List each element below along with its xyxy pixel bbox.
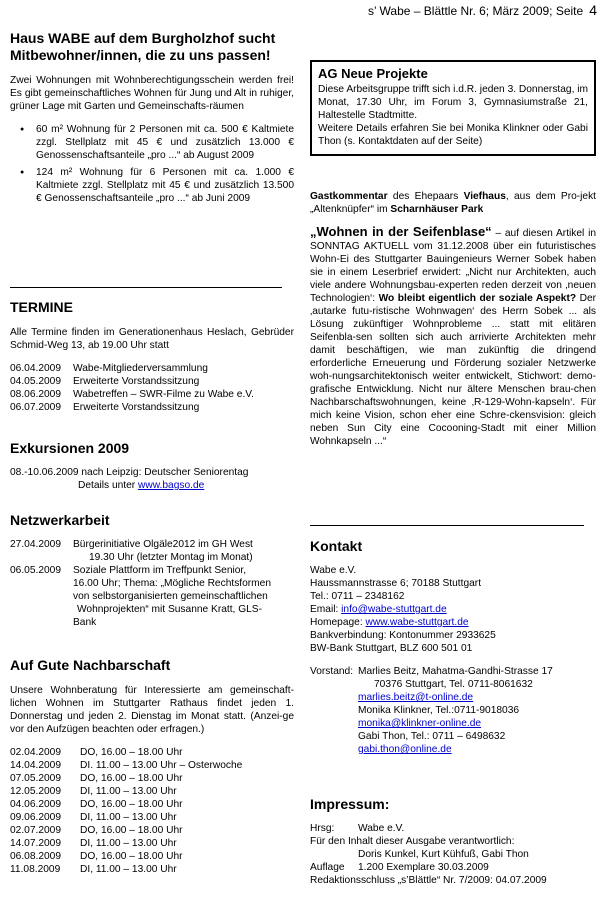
gast-intro: Gastkommentar des Ehepaars Viefhaus, aus dem Pro-jekt „Altenknüpfer“ im Scharnhäuser Park [310, 191, 596, 215]
gast-title: „Wohnen in der Seifenblase“ [310, 224, 492, 239]
list-item: 06.04.2009 Wabe-Mitgliederversammlung [10, 363, 208, 374]
nachbarschaft-section [10, 657, 294, 876]
list-item: 04.06.2009 DO, 16.00 – 18.00 Uhr [10, 799, 183, 810]
header-text: s’ Wabe – Blättle Nr. 6; März 2009; Seite [367, 4, 584, 18]
list-item: 14.04.2009 DI. 11.00 – 13.00 Uhr – Osterwoche [10, 760, 243, 771]
email-link[interactable]: marlies.beitz@t-online.de [358, 692, 474, 703]
netzwerk-title: Netzwerkarbeit [10, 512, 110, 528]
kontakt-title: Kontakt [310, 538, 363, 554]
page-header [368, 4, 597, 18]
wabe-intro: Zwei Wohnungen mit Wohnberechtigungsschein werden frei! Es gibt gemeinschaftliches Wohnen für Jung und Alt in ruhiger, grüner Lage mit Garten und Gemeinschafts-räumen [10, 75, 294, 112]
termine-list [10, 362, 294, 414]
wabe-section [10, 30, 294, 205]
netzwerk-section [10, 512, 294, 629]
list-item: 02.07.2009 DO, 16.00 – 18.00 Uhr [10, 825, 183, 836]
nachbarschaft-list [10, 746, 294, 876]
vorstand-label: Vorstand: [310, 666, 354, 677]
ag-text: Diese Arbeitsgruppe trifft sich i.d.R. jeden 3. Donnerstag, im Monat, 17.30 Uhr, im Forum 3, Gymnasiumstraße 21, Haltestelle Stadtmitte. [318, 84, 588, 121]
list-item: 07.05.2009 DO, 16.00 – 18.00 Uhr [10, 773, 183, 784]
list-item: 02.04.2009 DO, 16.00 – 18.00 Uhr [10, 747, 183, 758]
list-item: 11.08.2009 DI, 11.00 – 13.00 Uhr [10, 864, 177, 875]
vorstand-block: Vorstand: Marlies Beitz, Mahatma-Gandhi-Strasse 17 70376 Stuttgart, Tel. 0711-8061632 marlies.beitz@t-online.de Monika Klinkner, Tel.:0711-9018036 monika@klinkner-online.de Gabi Thon, Tel.: 0711 – 6498632 gabi.thon@online.de [310, 666, 553, 755]
termine-title: TERMINE [10, 299, 73, 315]
list-item: 06.08.2009 DO, 16.00 – 18.00 Uhr [10, 851, 183, 862]
list-item: 06.07.2009 Erweiterte Vorstandssitzung [10, 402, 200, 413]
netzwerk-list [10, 538, 294, 629]
list-item: ● 60 m² Wohnung für 2 Personen mit ca. 500 € Kaltmiete zzgl. Stellplatz mit 45 € und zusätzlich 13.000 € Genossenschaftsanteile „pro ...“ ab August 2009 [36, 123, 294, 162]
email-link[interactable]: info@wabe-stuttgart.de [341, 604, 447, 615]
impressum-section: Impressum: Hrsg: Wabe e.V. Für den Inhalt dieser Ausgabe verantwortlich: Doris Kunkel, Kurt Kühfuß, Gabi Thon Auflage 1.200 Exemplare 30.03.2009 Redaktionsschluss „s’Blättle“ Nr. 7/2009: 04.07.2009 [310, 796, 596, 887]
email-link[interactable]: gabi.thon@online.de [358, 744, 452, 755]
exkursionen-details: Details unter www.bagso.de [78, 480, 205, 491]
exkursionen-section [10, 440, 294, 492]
list-item: 14.07.2009 DI, 11.00 – 13.00 Uhr [10, 838, 177, 849]
termine-section [10, 299, 294, 414]
gast-section [310, 190, 596, 448]
list-item: 12.05.2009 DI, 11.00 – 13.00 Uhr [10, 786, 177, 797]
page-number: 4 [589, 2, 597, 18]
list-item: 06.05.2009 Soziale Plattform im Treffpunkt Senior, 16.00 Uhr; Thema: „Mögliche Rechtsformen von selbstorganisierten gemeinschaftlichen Wohnprojekten“ mit Susanne Kratt, GLS- Bank [10, 565, 271, 628]
wabe-list [10, 123, 294, 205]
homepage-link[interactable]: www.wabe-stuttgart.de [365, 617, 469, 628]
kontakt-section [310, 538, 596, 756]
ag-box [310, 60, 596, 156]
ag-title: AG Neue Projekte [318, 66, 428, 81]
email-link[interactable]: monika@klinkner-online.de [358, 718, 482, 729]
list-item: 27.04.2009 Bürgerinitiative Olgäle2012 im GH West 19.30 Uhr (letzter Montag im Monat) [10, 539, 253, 563]
divider [310, 525, 584, 526]
divider [10, 287, 282, 288]
nachbarschaft-title: Auf Gute Nachbarschaft [10, 657, 171, 673]
nachbarschaft-intro: Unsere Wohnberatung für Interessierte am gemeinschaft-lichen Wohnen im Stuttgarter Rathaus findet jeden 1. Donnerstag und jeden 2. Dienstag im Monat statt. (Anzei-ge vor den Aufzügen beachten oder erfragen.) [10, 685, 294, 735]
ag-text2: Weitere Details erfahren Sie bei Monika Klinkner oder Gabi Thon (s. Kontaktdaten auf der Seite) [318, 123, 588, 147]
list-item: 08.06.2009 Wabetreffen – SWR-Filme zu Wabe e.V. [10, 389, 254, 400]
kontakt-address: Wabe e.V. Haussmannstrasse 6; 70188 Stuttgart Tel.: 0711 – 2348162 Email: info@wabe-stuttgart.de Homepage: www.wabe-stuttgart.de Bankverbindung: Kontonummer 2933625 BW-Bank Stuttgart, BLZ 600 501 01 [310, 565, 496, 654]
exkursionen-title: Exkursionen 2009 [10, 440, 130, 456]
impressum-title: Impressum: [310, 796, 390, 812]
list-item: ● 124 m² Wohnung für 6 Personen mit ca. 1.000 € Kaltmiete zzgl. Stellplatz mit 45 € und zusätzlich 13.500 € Genossenschaftsanteile „pro ...“ ab Juni 2009 [36, 166, 294, 205]
termine-intro: Alle Termine finden im Generationenhaus Heslach, Gebrüder Schmid-Weg 13, ab 19.00 Uhr statt [10, 327, 294, 351]
bagso-link[interactable]: www.bagso.de [138, 480, 205, 491]
list-item: 04.05.2009 Erweiterte Vorstandssitzung [10, 376, 200, 387]
wabe-title: Haus WABE auf dem Burgholzhof sucht Mitbewohner/innen, die zu uns passen! [10, 30, 276, 63]
exkursionen-line: 08.-10.06.2009 nach Leipzig: Deutscher Seniorentag [10, 467, 249, 478]
gast-article: „Wohnen in der Seifenblase“ – auf diesen Artikel in SONNTAG AKTUELL vom 31.12.2008 über ein futuristisches Wohn-Ei des Stuttgarter Bauingenieurs Werner Sobek haben sie in einem Leserbrief erwidert: „Nicht nur Architekten, auch viele andere Wohnungsbau-experten reden derzeit von ‚neuen Technologien‘: Wo bleibt eigentlich der soziale Aspekt? Der ‚autarke futu-ristische Wohnwagen‘ des Herrn Sobek ... als Lösung zukünftiger Wohnprobleme ... statt mit elitären Seifenbla-sen sollten sich auch arrivierte Architekten mehr damit beschäftigen, wie man zukünftig die dringend erforderliche Erneuerung und Förderung sozialer Netzwerke woh-nungsarchitektonisch weiter entwickelt, Stichwort: demo-grafische Entwicklung. Nicht nur ältere Menschen brau-chen Nachbarschaftswohnungen, keine ‚R-129-Wohn-kapseln‘. Für mich keine Vision, schon eher eine Schre-ckensvision: gleich neben Sun City eine Cocooning-Stadt mit einer Million Wohnkapseln ...“ [310, 224, 596, 447]
list-item: 09.06.2009 DI, 11.00 – 13.00 Uhr [10, 812, 177, 823]
